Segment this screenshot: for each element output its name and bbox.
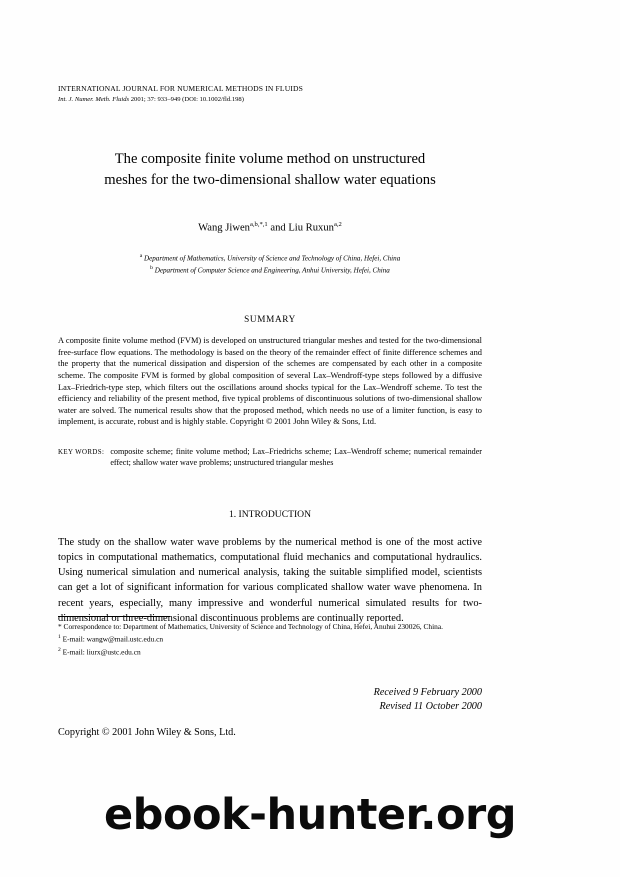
footnote-email-1-marker: 1 <box>58 634 61 641</box>
keywords <box>58 446 482 469</box>
keywords-text: composite scheme; finite volume method; Lax–Friedrichs scheme; Lax–Wendroff scheme; numerical remainder effect; shallow water wave problems; unstructured triangular meshes <box>110 447 482 468</box>
affiliation-a-marker: a <box>139 252 143 259</box>
author-second: and Liu Ruxun <box>267 222 334 234</box>
author-first: Wang Jiwen <box>198 222 250 234</box>
page-footer <box>58 686 482 739</box>
footnotes <box>58 616 482 658</box>
author-first-marker: a,b,*,1 <box>249 221 268 228</box>
footnote-email-1 <box>58 632 482 645</box>
footnote-correspondence: * Correspondence to: Department of Mathematics, University of Science and Technology of China, Hefei, Anuhui 230026, China. <box>58 622 444 631</box>
revised-date: Revised 11 October 2000 <box>379 700 482 712</box>
summary-text: A composite finite volume method (FVM) is developed on unstructured triangular meshes and tested for the two-dimensional free-surface flow equations. The methodology is based on the theory of the remainder effect of finite difference schemes and the property that the numerical dissipation and dispersion of the schemes are compensated by each other in a composite scheme. The composite FVM is formed by global composition of several Lax–Wendroff-type steps followed by a diffusive Lax–Friedrich-type step, which filters out the oscillations around shocks typical for the Lax–Wendroff scheme. To test the efficiency and reliability of the present method, five typical problems of discontinuous solutions of two-dimensional shallow water are solved. The numerical results show that the proposed method, which needs no use of a limiter function, is easy to implement, is accurate, robust and is highly stable. Copyright © 2001 John Wiley & Sons, Ltd. <box>58 336 482 427</box>
author-list <box>58 218 482 236</box>
watermark: ebook-hunter.org <box>104 790 516 840</box>
journal-reference-rest: 2001; 37: 933–949 (DOI: 10.1002/fld.198) <box>130 96 244 103</box>
journal-name: INTERNATIONAL JOURNAL FOR NUMERICAL METHODS IN FLUIDS <box>58 84 304 93</box>
journal-reference <box>58 95 482 105</box>
page-title <box>58 149 482 191</box>
affiliation-b-marker: b <box>150 265 153 272</box>
affiliation-b <box>58 263 482 276</box>
introduction-paragraph: The study on the shallow water wave problems by the numerical method is one of the most active topics in computational mathematics, computational fluid mechanics and computational hydraulics. Using numerical simulation and numerical analysis, taking the suitable simplified model, scientists can get a lot of significant information for various complicated shallow water wave phenomena. In recent years, especially, many impressive and wonderful numerical simulated results for two-dimensional or three-dimensional discontinuous problems are continually reported. <box>58 536 482 624</box>
affiliation-b-text: Department of Computer Science and Engineering, Anhui University, Hefei, China <box>152 266 390 275</box>
footnote-divider <box>58 616 170 617</box>
title-line-2: meshes for the two-dimensional shallow water equations <box>104 172 436 188</box>
keywords-label: KEY WORDS: <box>58 449 105 456</box>
article-content <box>58 84 482 626</box>
title-line-1: The composite finite volume method on unstructured <box>114 151 426 167</box>
author-second-marker: a,2 <box>333 221 342 228</box>
footnote-email-2 <box>58 645 482 658</box>
footnote-email-2-marker: 2 <box>58 646 61 653</box>
summary-heading: SUMMARY <box>244 314 296 325</box>
affiliations <box>58 251 482 277</box>
journal-reference-italic: Int. J. Numer. Meth. Fluids <box>58 96 130 103</box>
received-date: Received 9 February 2000 <box>373 687 482 698</box>
affiliation-a <box>58 251 482 264</box>
footnote-email-1-text: E-mail: wangw@mail.ustc.edu.cn <box>60 634 164 644</box>
footnote-email-2-text: E-mail: liurx@ustc.edu.cn <box>60 647 141 657</box>
copyright-line: Copyright © 2001 John Wiley & Sons, Ltd. <box>58 727 236 739</box>
affiliation-a-text: Department of Mathematics, University of Science and Technology of China, Hefei, China <box>142 253 401 262</box>
section-heading-introduction: 1. INTRODUCTION <box>228 508 312 520</box>
